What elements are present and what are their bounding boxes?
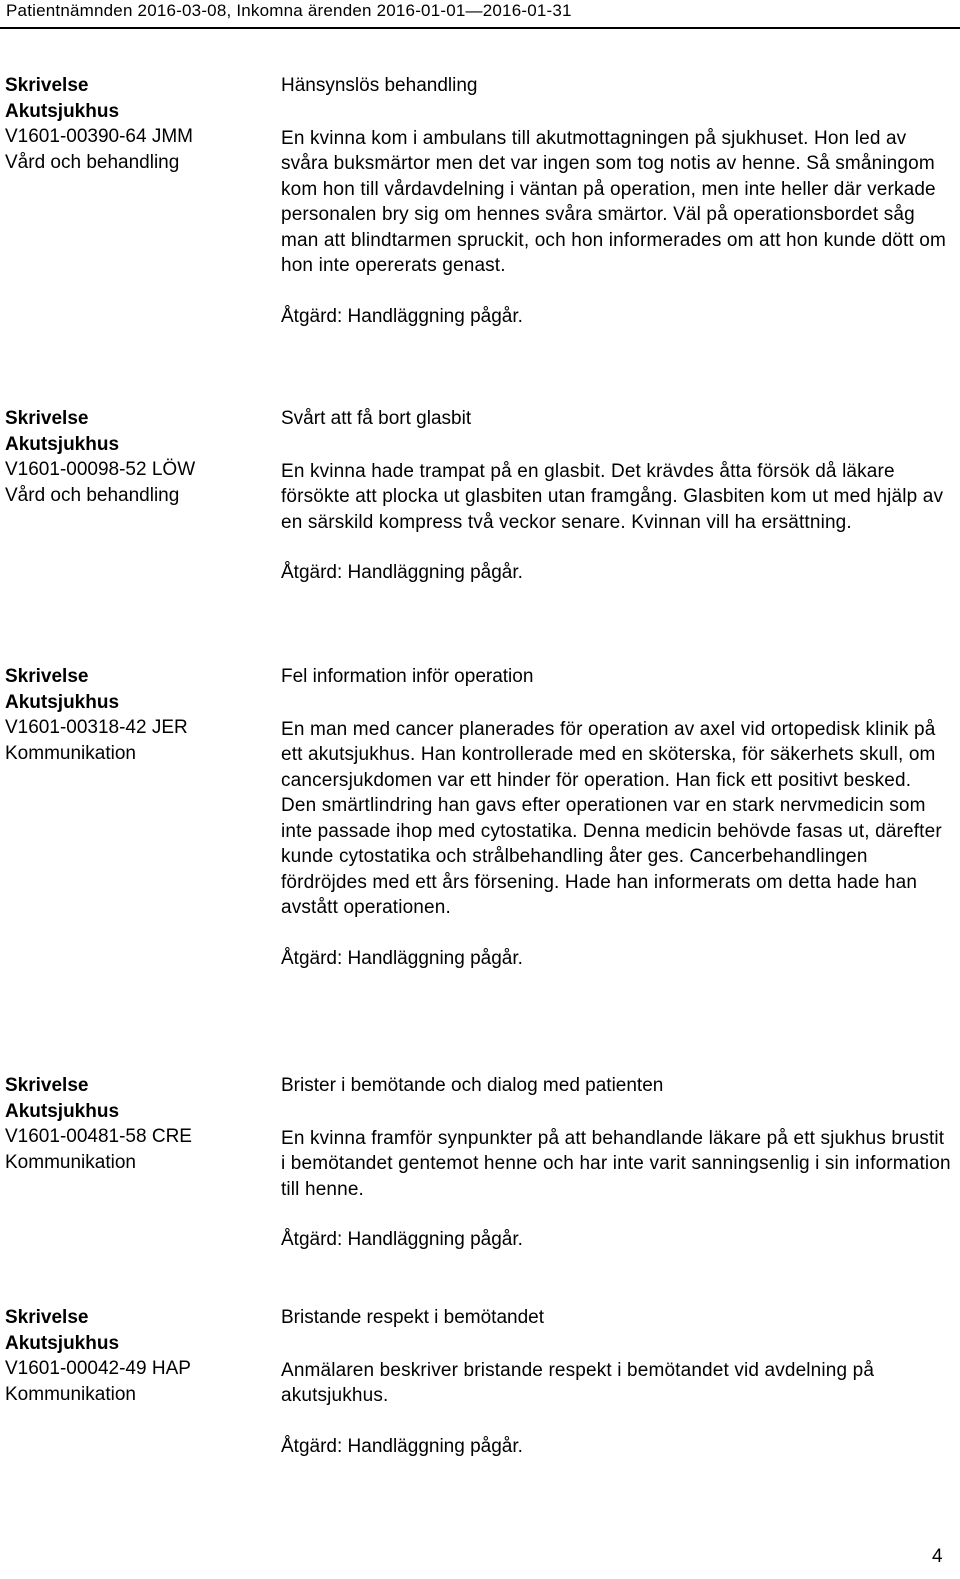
case-title: Svårt att få bort glasbit [281,408,472,429]
case-action: Åtgärd: Handläggning pågår. [281,947,523,969]
case-meta [5,664,265,766]
case-type: Skrivelse [5,75,89,96]
case-category: Kommunikation [5,1383,136,1405]
case-action: Åtgärd: Handläggning pågår. [281,1435,523,1457]
case-category: Kommunikation [5,742,136,764]
case-id: V1601-00042-49 HAP [5,1358,191,1379]
case-meta [5,73,265,175]
page-header-title: Patientnämnden 2016-03-08, Inkomna ärenden 2016-01-01—2016-01-31 [6,1,572,20]
case-meta [5,406,265,508]
case-unit: Akutsjukhus [5,1332,120,1354]
case-action: Åtgärd: Handläggning pågår. [281,562,523,583]
case-unit: Akutsjukhus [5,691,120,713]
case-content [281,1073,951,1253]
case-id: V1601-00318-42 JER [5,717,188,738]
case-meta [5,1305,265,1407]
case-title: Brister i bemötande och dialog med patienten [281,1075,664,1096]
case-id: V1601-00390-64 JMM [5,126,193,147]
case-unit: Akutsjukhus [5,100,120,122]
page-number: 4 [932,1546,943,1567]
case-unit: Akutsjukhus [5,1100,120,1122]
case-title: Fel information inför operation [281,666,534,687]
case-content [281,664,951,971]
header-divider [0,27,960,29]
case-type: Skrivelse [5,1075,89,1096]
case-action: Åtgärd: Handläggning pågår. [281,1229,523,1250]
case-category: Kommunikation [5,1151,136,1173]
case-type: Skrivelse [5,1307,89,1328]
case-type: Skrivelse [5,408,89,429]
case-description: Anmälaren beskriver bristande respekt i bemötandet vid avdelning på akutsjukhus. [281,1359,875,1406]
case-title: Bristande respekt i bemötandet [281,1307,544,1328]
case-type: Skrivelse [5,666,89,687]
case-description: En kvinna framför synpunkter på att behandlande läkare på ett sjukhus brustit i bemötandet gentemot henne och har inte varit sanningsenlig i sin information till henne. [281,1127,951,1200]
case-id: V1601-00098-52 LÖW [5,459,196,480]
case-unit: Akutsjukhus [5,433,120,455]
case-description: En kvinna kom i ambulans till akutmottagningen på sjukhuset. Hon led av svåra buksmärtor men det var ingen som tog notis av henne. Så småningom kom hon till vårdavdelning i väntan på operation, men inte heller där verkade personalen bry sig om hennes svåra smärtor. Väl på operationsbordet såg man att blindtarmen spruckit, och hon informerades om att hon kunde dött om hon inte opererats genast. [281,127,946,276]
case-title: Hänsynslös behandling [281,75,478,96]
case-meta [5,1073,265,1175]
case-action: Åtgärd: Handläggning pågår. [281,305,523,327]
case-id: V1601-00481-58 CRE [5,1126,192,1147]
case-description: En man med cancer planerades för operation av axel vid ortopedisk klinik på ett akutsjukhus. Han kontrollerade med en sköterska, för säkerhets skull, om cancersjukdomen var ett hinder för operation. Han fick ett positivt besked. Den smärtlindring han gavs efter operationen var en stark nervmedicin som inte passade ihop med cytostatika. Denna medicin behövde fasas ut, därefter kunde cytostatika och strålbehandling åter ges. Cancerbehandlingen fördröjdes med ett års försening. Hade han informerats om detta hade han avstått operationen. [281,718,942,918]
case-content [281,406,951,586]
case-description: En kvinna hade trampat på en glasbit. Det krävdes åtta försök då läkare försökte att plocka ut glasbiten utan framgång. Glasbiten kom ut med hjälp av en särskild kompress två veckor senare. Kvinnan vill ha ersättning. [281,460,944,533]
case-category: Vård och behandling [5,151,180,173]
case-content [281,1305,951,1459]
case-content [281,73,951,329]
case-category: Vård och behandling [5,484,180,506]
